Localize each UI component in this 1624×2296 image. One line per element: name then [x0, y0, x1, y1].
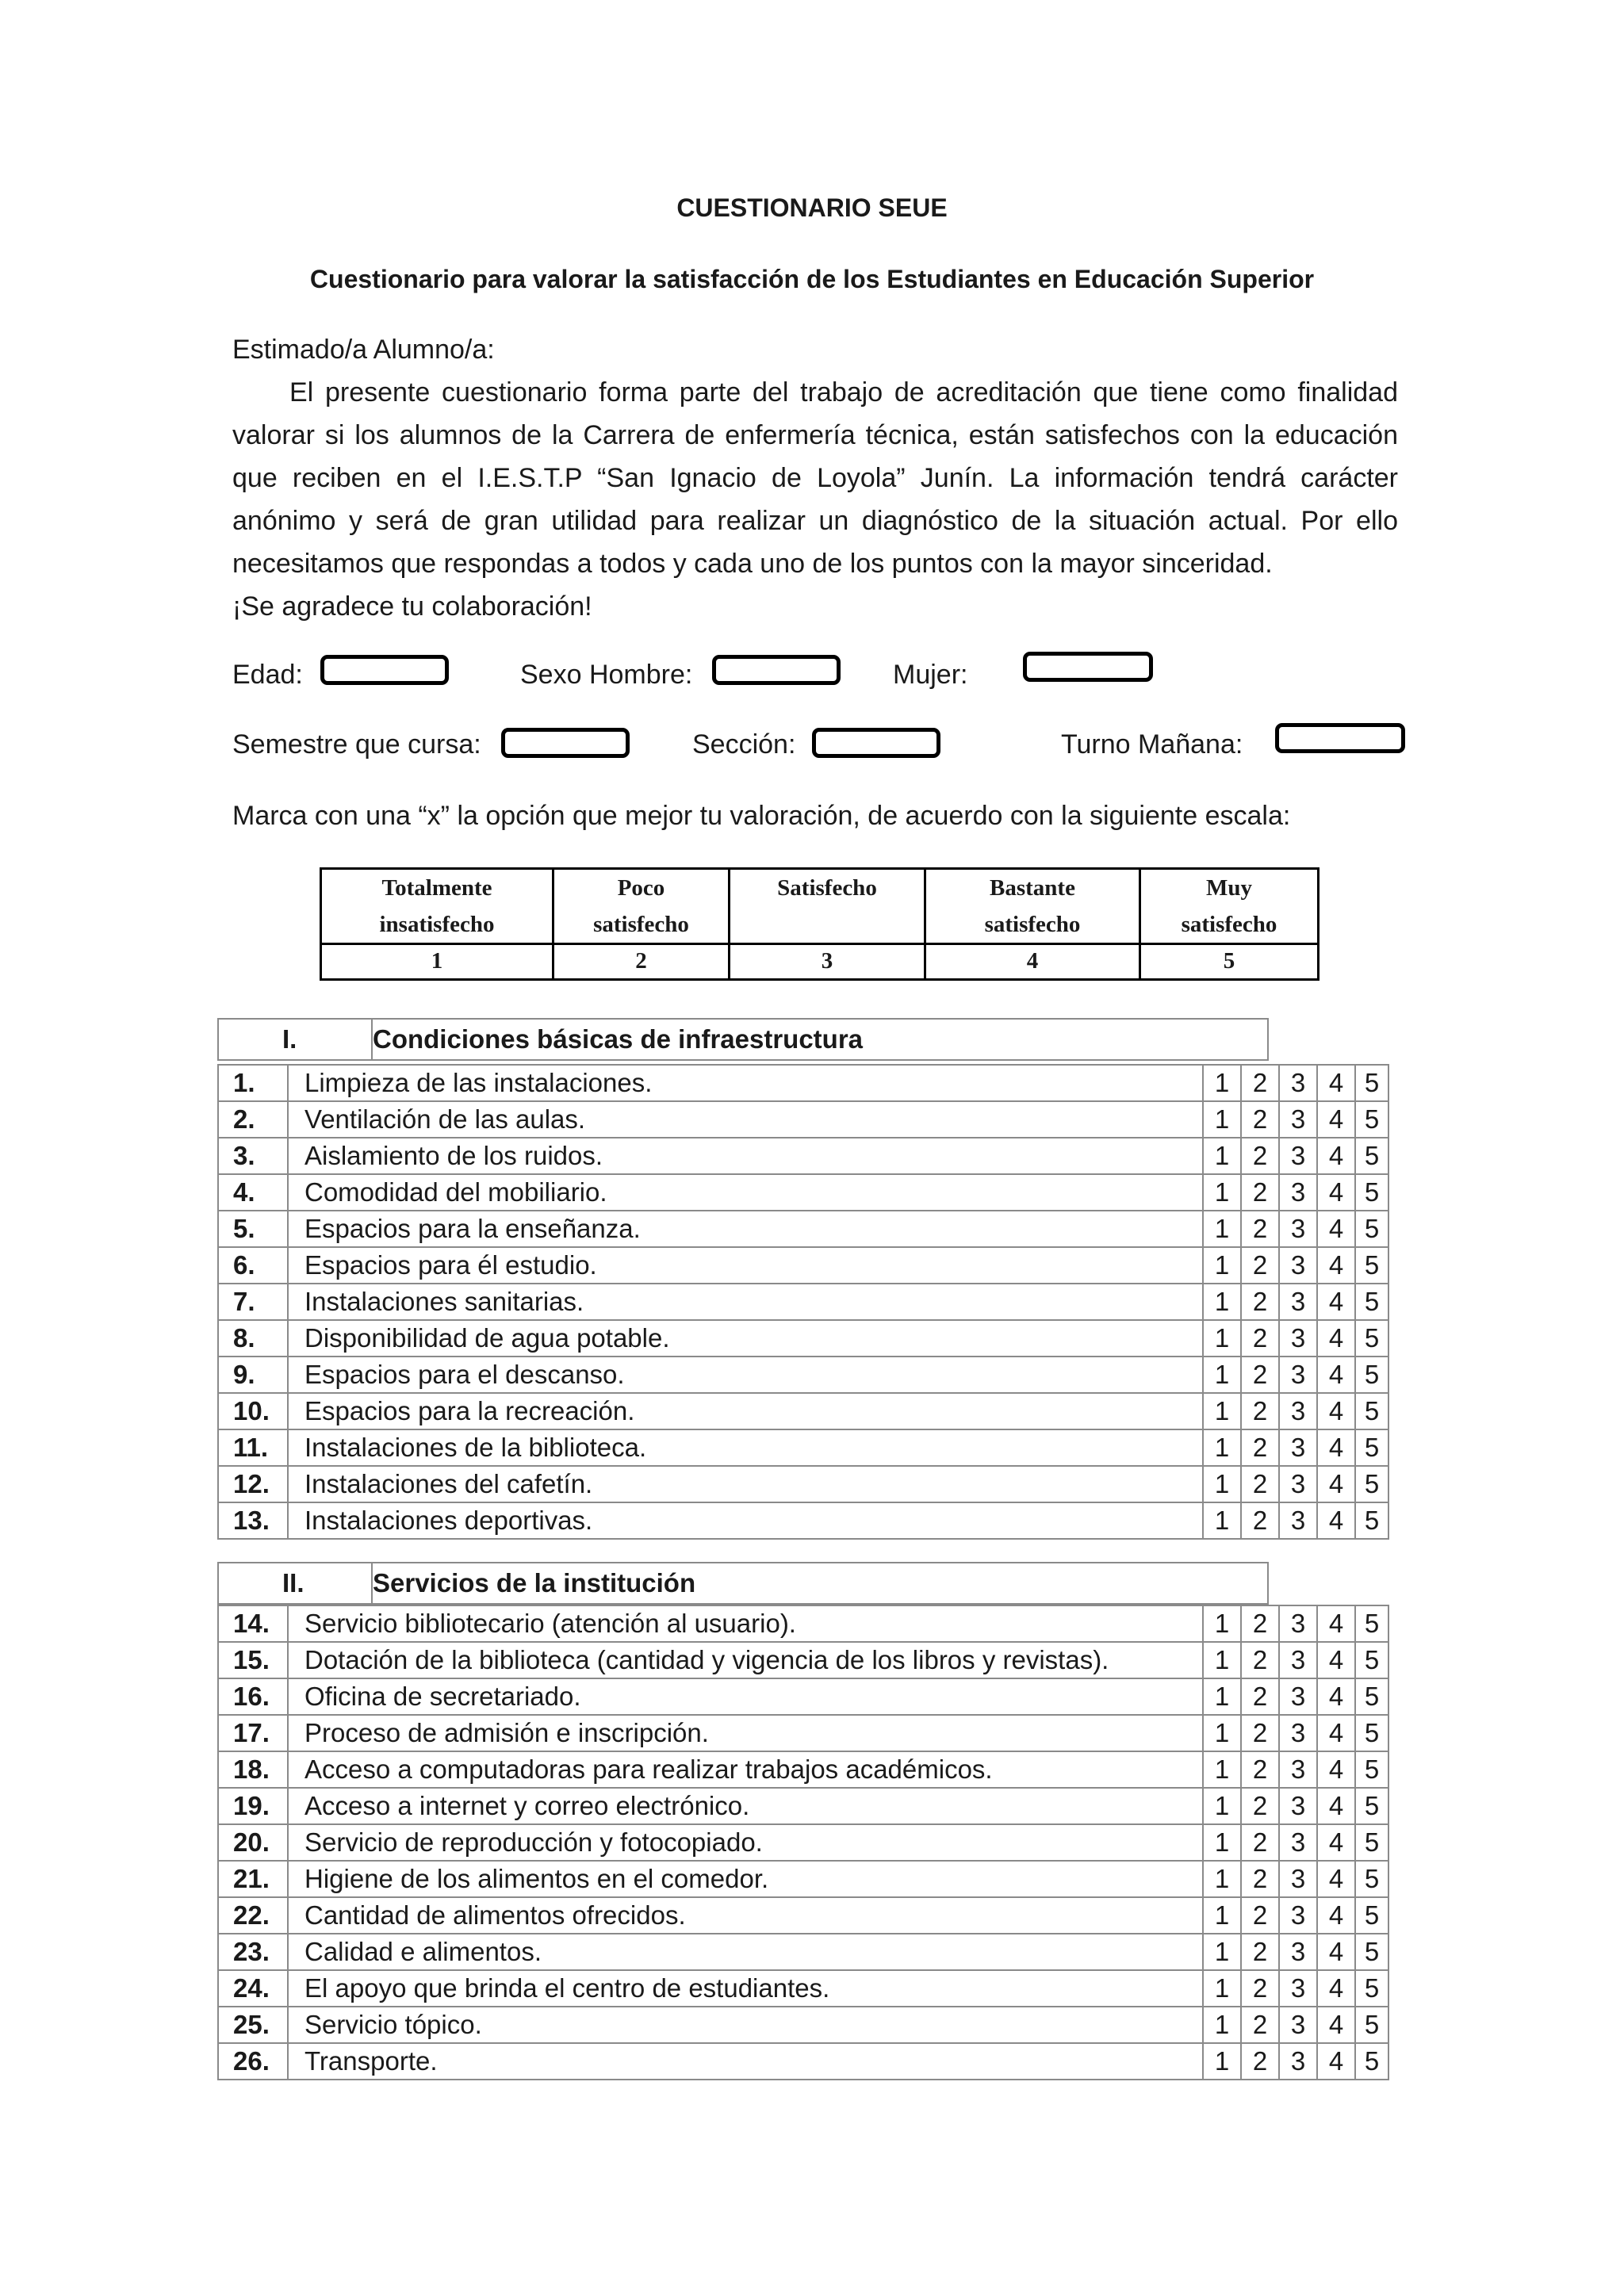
rating-option-1[interactable]: 1: [1203, 1429, 1241, 1466]
item-number: 10.: [218, 1393, 288, 1429]
item-text: Instalaciones del cafetín.: [288, 1466, 1203, 1502]
item-text: Aislamiento de los ruidos.: [288, 1138, 1203, 1174]
edad-label: Edad:: [232, 660, 303, 690]
rating-option-1[interactable]: 1: [1203, 1211, 1241, 1247]
rating-option-5[interactable]: 5: [1355, 1357, 1388, 1393]
rating-option-3[interactable]: 3: [1279, 1861, 1317, 1897]
item-number: 22.: [218, 1897, 288, 1934]
item-number: 6.: [218, 1247, 288, 1284]
table-row: [218, 1502, 1388, 1539]
item-text: Servicio bibliotecario (atención al usuario).: [288, 1605, 1203, 1642]
rating-option-1[interactable]: 1: [1203, 1393, 1241, 1429]
rating-option-5[interactable]: 5: [1355, 1466, 1388, 1502]
rating-option-5[interactable]: 5: [1355, 2043, 1388, 2080]
item-number: 17.: [218, 1715, 288, 1751]
turno-label: Turno Mañana:: [1061, 729, 1243, 760]
item-number: 14.: [218, 1605, 288, 1642]
rating-option-4[interactable]: 4: [1317, 1065, 1355, 1101]
seccion-input[interactable]: [812, 728, 940, 758]
rating-option-4[interactable]: 4: [1317, 1393, 1355, 1429]
item-text: Cantidad de alimentos ofrecidos.: [288, 1897, 1203, 1934]
table-row: [218, 1393, 1388, 1429]
table-row: [218, 1788, 1388, 1824]
rating-option-1[interactable]: 1: [1203, 1861, 1241, 1897]
rating-option-4[interactable]: 4: [1317, 1788, 1355, 1824]
rating-option-5[interactable]: 5: [1355, 1174, 1388, 1211]
rating-option-4[interactable]: 4: [1317, 1751, 1355, 1788]
rating-option-4[interactable]: 4: [1317, 1284, 1355, 1320]
rating-option-5[interactable]: 5: [1355, 1605, 1388, 1642]
page-title: CUESTIONARIO SEUE: [676, 193, 948, 222]
table-row: [218, 1970, 1388, 2007]
table-row: [218, 1861, 1388, 1897]
item-number: 20.: [218, 1824, 288, 1861]
rating-option-3[interactable]: 3: [1279, 1788, 1317, 1824]
table-row: [218, 1897, 1388, 1934]
scale-value-5: 5: [1140, 944, 1319, 980]
rating-option-2[interactable]: 2: [1241, 1861, 1279, 1897]
rating-option-2[interactable]: 2: [1241, 1715, 1279, 1751]
rating-option-2[interactable]: 2: [1241, 1357, 1279, 1393]
turno-input[interactable]: [1275, 723, 1405, 753]
rating-option-3[interactable]: 3: [1279, 1466, 1317, 1502]
rating-option-3[interactable]: 3: [1279, 1284, 1317, 1320]
item-text: Transporte.: [288, 2043, 1203, 2080]
seccion-label: Sección:: [692, 729, 796, 760]
rating-option-3[interactable]: 3: [1279, 1393, 1317, 1429]
rating-option-3[interactable]: 3: [1279, 1678, 1317, 1715]
rating-option-5[interactable]: 5: [1355, 1138, 1388, 1174]
item-text: Servicio de reproducción y fotocopiado.: [288, 1824, 1203, 1861]
item-text: Higiene de los alimentos en el comedor.: [288, 1861, 1203, 1897]
rating-option-5[interactable]: 5: [1355, 1970, 1388, 2007]
rating-option-5[interactable]: 5: [1355, 1247, 1388, 1284]
rating-option-3[interactable]: 3: [1279, 1174, 1317, 1211]
rating-option-3[interactable]: 3: [1279, 1970, 1317, 2007]
section-1-items: [217, 1064, 1389, 1540]
rating-option-2[interactable]: 2: [1241, 1101, 1279, 1138]
rating-option-5[interactable]: 5: [1355, 1320, 1388, 1357]
item-number: 26.: [218, 2043, 288, 2080]
rating-option-2[interactable]: 2: [1241, 1934, 1279, 1970]
rating-option-1[interactable]: 1: [1203, 1824, 1241, 1861]
rating-option-1[interactable]: 1: [1203, 1138, 1241, 1174]
rating-option-2[interactable]: 2: [1241, 1429, 1279, 1466]
rating-option-1[interactable]: 1: [1203, 1357, 1241, 1393]
rating-option-3[interactable]: 3: [1279, 1357, 1317, 1393]
rating-option-2[interactable]: 2: [1241, 1138, 1279, 1174]
item-number: 9.: [218, 1357, 288, 1393]
thanks-text: ¡Se agradece tu colaboración!: [232, 591, 592, 622]
item-text: Calidad e alimentos.: [288, 1934, 1203, 1970]
rating-option-5[interactable]: 5: [1355, 1393, 1388, 1429]
table-row: [218, 2007, 1388, 2043]
rating-option-1[interactable]: 1: [1203, 1065, 1241, 1101]
table-row: [218, 1320, 1388, 1357]
table-row: [218, 1247, 1388, 1284]
item-text: Dotación de la biblioteca (cantidad y vigencia de los libros y revistas).: [288, 1642, 1203, 1678]
rating-option-1[interactable]: 1: [1203, 1934, 1241, 1970]
section-2-items: [217, 1605, 1389, 2080]
scale-label-1: Totalmente insatisfecho: [321, 869, 553, 944]
scale-value-4: 4: [925, 944, 1140, 980]
table-row: [218, 1284, 1388, 1320]
scale-value-1: 1: [321, 944, 553, 980]
rating-option-4[interactable]: 4: [1317, 1174, 1355, 1211]
rating-option-5[interactable]: 5: [1355, 1751, 1388, 1788]
mujer-input[interactable]: [1023, 652, 1153, 682]
section-title: Condiciones básicas de infraestructura: [372, 1019, 1268, 1060]
sexo-hombre-input[interactable]: [712, 655, 841, 685]
scale-label-5: Muy satisfecho: [1140, 869, 1319, 944]
rating-option-2[interactable]: 2: [1241, 2007, 1279, 2043]
rating-option-2[interactable]: 2: [1241, 1320, 1279, 1357]
item-number: 2.: [218, 1101, 288, 1138]
intro-block: [232, 328, 1398, 628]
rating-option-4[interactable]: 4: [1317, 1715, 1355, 1751]
rating-option-2[interactable]: 2: [1241, 1788, 1279, 1824]
rating-option-5[interactable]: 5: [1355, 1715, 1388, 1751]
rating-option-1[interactable]: 1: [1203, 1101, 1241, 1138]
rating-option-1[interactable]: 1: [1203, 1678, 1241, 1715]
rating-option-1[interactable]: 1: [1203, 1247, 1241, 1284]
rating-option-4[interactable]: 4: [1317, 1934, 1355, 1970]
table-row: [218, 1174, 1388, 1211]
rating-option-1[interactable]: 1: [1203, 1605, 1241, 1642]
edad-input[interactable]: [320, 655, 449, 685]
rating-option-4[interactable]: 4: [1317, 1605, 1355, 1642]
rating-option-4[interactable]: 4: [1317, 1320, 1355, 1357]
item-number: 12.: [218, 1466, 288, 1502]
rating-option-2[interactable]: 2: [1241, 1642, 1279, 1678]
item-number: 4.: [218, 1174, 288, 1211]
scale-label-2: Poco satisfecho: [553, 869, 730, 944]
rating-option-3[interactable]: 3: [1279, 1642, 1317, 1678]
rating-option-2[interactable]: 2: [1241, 1605, 1279, 1642]
table-row: [218, 1715, 1388, 1751]
item-text: Comodidad del mobiliario.: [288, 1174, 1203, 1211]
rating-option-3[interactable]: 3: [1279, 1605, 1317, 1642]
item-text: Disponibilidad de agua potable.: [288, 1320, 1203, 1357]
rating-option-2[interactable]: 2: [1241, 1393, 1279, 1429]
rating-option-5[interactable]: 5: [1355, 1824, 1388, 1861]
section-roman: II.: [218, 1563, 372, 1604]
section-header-2: [217, 1562, 1269, 1605]
rating-option-3[interactable]: 3: [1279, 1429, 1317, 1466]
rating-option-5[interactable]: 5: [1355, 1429, 1388, 1466]
table-row: [218, 1101, 1388, 1138]
item-number: 5.: [218, 1211, 288, 1247]
item-number: 19.: [218, 1788, 288, 1824]
item-number: 24.: [218, 1970, 288, 2007]
rating-option-2[interactable]: 2: [1241, 1211, 1279, 1247]
rating-option-4[interactable]: 4: [1317, 1357, 1355, 1393]
item-text: Servicio tópico.: [288, 2007, 1203, 2043]
rating-option-3[interactable]: 3: [1279, 2043, 1317, 2080]
item-text: Limpieza de las instalaciones.: [288, 1065, 1203, 1101]
rating-option-3[interactable]: 3: [1279, 1247, 1317, 1284]
scale-label-4: Bastante satisfecho: [925, 869, 1140, 944]
table-row: [218, 2043, 1388, 2080]
item-number: 8.: [218, 1320, 288, 1357]
item-number: 21.: [218, 1861, 288, 1897]
rating-option-5[interactable]: 5: [1355, 2007, 1388, 2043]
section-roman: I.: [218, 1019, 372, 1060]
rating-option-4[interactable]: 4: [1317, 1824, 1355, 1861]
item-text: El apoyo que brinda el centro de estudiantes.: [288, 1970, 1203, 2007]
rating-option-4[interactable]: 4: [1317, 1247, 1355, 1284]
sexo-hombre-label: Sexo Hombre:: [520, 660, 693, 690]
rating-option-1[interactable]: 1: [1203, 2007, 1241, 2043]
mujer-label: Mujer:: [893, 660, 968, 690]
item-text: Instalaciones de la biblioteca.: [288, 1429, 1203, 1466]
rating-option-4[interactable]: 4: [1317, 1678, 1355, 1715]
rating-option-1[interactable]: 1: [1203, 1284, 1241, 1320]
item-number: 3.: [218, 1138, 288, 1174]
semestre-input[interactable]: [501, 728, 630, 758]
rating-option-4[interactable]: 4: [1317, 1502, 1355, 1539]
rating-option-5[interactable]: 5: [1355, 1678, 1388, 1715]
table-row: [218, 1429, 1388, 1466]
rating-option-1[interactable]: 1: [1203, 1502, 1241, 1539]
rating-option-1[interactable]: 1: [1203, 1642, 1241, 1678]
item-text: Proceso de admisión e inscripción.: [288, 1715, 1203, 1751]
intro-paragraph: El presente cuestionario forma parte del trabajo de acreditación que tiene como finalidad valorar si los alumnos de la Carrera de enfermería técnica, están satisfechos con la educación que reciben en el I.E.S.T.P “San Ignacio de Loyola” Junín. La información tendrá carácter anónimo y será de gran utilidad para realizar un diagnóstico de la situación actual. Por ello necesitamos que respondas a todos y cada uno de los puntos con la mayor sinceridad.: [232, 377, 1398, 579]
rating-option-2[interactable]: 2: [1241, 1970, 1279, 2007]
section-title: Servicios de la institución: [372, 1563, 1268, 1604]
rating-option-4[interactable]: 4: [1317, 2043, 1355, 2080]
rating-option-1[interactable]: 1: [1203, 1970, 1241, 2007]
item-number: 1.: [218, 1065, 288, 1101]
item-text: Espacios para la enseñanza.: [288, 1211, 1203, 1247]
rating-option-1[interactable]: 1: [1203, 1466, 1241, 1502]
rating-option-5[interactable]: 5: [1355, 1065, 1388, 1101]
item-text: Acceso a computadoras para realizar trabajos académicos.: [288, 1751, 1203, 1788]
rating-option-2[interactable]: 2: [1241, 1502, 1279, 1539]
rating-option-1[interactable]: 1: [1203, 1715, 1241, 1751]
table-row: [218, 1824, 1388, 1861]
rating-option-5[interactable]: 5: [1355, 1101, 1388, 1138]
rating-option-5[interactable]: 5: [1355, 1861, 1388, 1897]
item-number: 15.: [218, 1642, 288, 1678]
rating-option-2[interactable]: 2: [1241, 1824, 1279, 1861]
rating-option-3[interactable]: 3: [1279, 1138, 1317, 1174]
rating-option-3[interactable]: 3: [1279, 2007, 1317, 2043]
rating-option-4[interactable]: 4: [1317, 1970, 1355, 2007]
rating-option-4[interactable]: 4: [1317, 1429, 1355, 1466]
rating-option-2[interactable]: 2: [1241, 1065, 1279, 1101]
table-row: [218, 1138, 1388, 1174]
section-header-1: [217, 1018, 1269, 1061]
item-number: 23.: [218, 1934, 288, 1970]
rating-option-3[interactable]: 3: [1279, 1934, 1317, 1970]
rating-option-5[interactable]: 5: [1355, 1642, 1388, 1678]
item-text: Espacios para la recreación.: [288, 1393, 1203, 1429]
item-number: 18.: [218, 1751, 288, 1788]
table-row: [218, 1934, 1388, 1970]
item-text: Oficina de secretariado.: [288, 1678, 1203, 1715]
rating-option-5[interactable]: 5: [1355, 1897, 1388, 1934]
instruction-text: Marca con una “x” la opción que mejor tu valoración, de acuerdo con la siguiente escala:: [232, 801, 1291, 831]
table-row: [218, 1642, 1388, 1678]
rating-option-2[interactable]: 2: [1241, 1678, 1279, 1715]
rating-option-2[interactable]: 2: [1241, 1284, 1279, 1320]
table-row: [218, 1211, 1388, 1247]
rating-option-5[interactable]: 5: [1355, 1788, 1388, 1824]
rating-option-2[interactable]: 2: [1241, 1897, 1279, 1934]
rating-option-1[interactable]: 1: [1203, 1320, 1241, 1357]
table-row: [218, 1357, 1388, 1393]
scale-value-3: 3: [730, 944, 925, 980]
rating-option-5[interactable]: 5: [1355, 1934, 1388, 1970]
table-row: [218, 1678, 1388, 1715]
rating-scale-table: [320, 867, 1320, 981]
rating-option-4[interactable]: 4: [1317, 1211, 1355, 1247]
rating-option-4[interactable]: 4: [1317, 1466, 1355, 1502]
rating-option-1[interactable]: 1: [1203, 1788, 1241, 1824]
rating-option-3[interactable]: 3: [1279, 1502, 1317, 1539]
rating-option-3[interactable]: 3: [1279, 1897, 1317, 1934]
rating-option-3[interactable]: 3: [1279, 1211, 1317, 1247]
rating-option-3[interactable]: 3: [1279, 1715, 1317, 1751]
item-number: 25.: [218, 2007, 288, 2043]
semestre-label: Semestre que cursa:: [232, 729, 481, 760]
item-number: 16.: [218, 1678, 288, 1715]
table-row: [218, 1466, 1388, 1502]
scale-value-2: 2: [553, 944, 730, 980]
rating-option-4[interactable]: 4: [1317, 1861, 1355, 1897]
rating-option-4[interactable]: 4: [1317, 1897, 1355, 1934]
rating-option-2[interactable]: 2: [1241, 2043, 1279, 2080]
rating-option-1[interactable]: 1: [1203, 1751, 1241, 1788]
rating-option-1[interactable]: 1: [1203, 1897, 1241, 1934]
rating-option-1[interactable]: 1: [1203, 1174, 1241, 1211]
rating-option-1[interactable]: 1: [1203, 2043, 1241, 2080]
rating-option-5[interactable]: 5: [1355, 1211, 1388, 1247]
item-text: Espacios para él estudio.: [288, 1247, 1203, 1284]
item-text: Espacios para el descanso.: [288, 1357, 1203, 1393]
rating-option-3[interactable]: 3: [1279, 1101, 1317, 1138]
page-subtitle: Cuestionario para valorar la satisfacción de los Estudiantes en Educación Superior: [309, 265, 1315, 293]
rating-option-4[interactable]: 4: [1317, 1642, 1355, 1678]
table-row: [218, 1605, 1388, 1642]
rating-option-3[interactable]: 3: [1279, 1824, 1317, 1861]
item-text: Instalaciones deportivas.: [288, 1502, 1203, 1539]
item-number: 11.: [218, 1429, 288, 1466]
rating-option-5[interactable]: 5: [1355, 1502, 1388, 1539]
rating-option-2[interactable]: 2: [1241, 1751, 1279, 1788]
rating-option-2[interactable]: 2: [1241, 1174, 1279, 1211]
item-number: 7.: [218, 1284, 288, 1320]
table-row: [218, 1065, 1388, 1101]
rating-option-3[interactable]: 3: [1279, 1751, 1317, 1788]
rating-option-2[interactable]: 2: [1241, 1247, 1279, 1284]
item-text: Ventilación de las aulas.: [288, 1101, 1203, 1138]
rating-option-3[interactable]: 3: [1279, 1065, 1317, 1101]
rating-option-2[interactable]: 2: [1241, 1466, 1279, 1502]
item-number: 13.: [218, 1502, 288, 1539]
item-text: Instalaciones sanitarias.: [288, 1284, 1203, 1320]
table-row: [218, 1751, 1388, 1788]
rating-option-4[interactable]: 4: [1317, 2007, 1355, 2043]
scale-label-3: Satisfecho: [730, 869, 925, 944]
rating-option-3[interactable]: 3: [1279, 1320, 1317, 1357]
rating-option-5[interactable]: 5: [1355, 1284, 1388, 1320]
rating-option-4[interactable]: 4: [1317, 1101, 1355, 1138]
greeting: Estimado/a Alumno/a:: [232, 335, 495, 365]
item-text: Acceso a internet y correo electrónico.: [288, 1788, 1203, 1824]
rating-option-4[interactable]: 4: [1317, 1138, 1355, 1174]
